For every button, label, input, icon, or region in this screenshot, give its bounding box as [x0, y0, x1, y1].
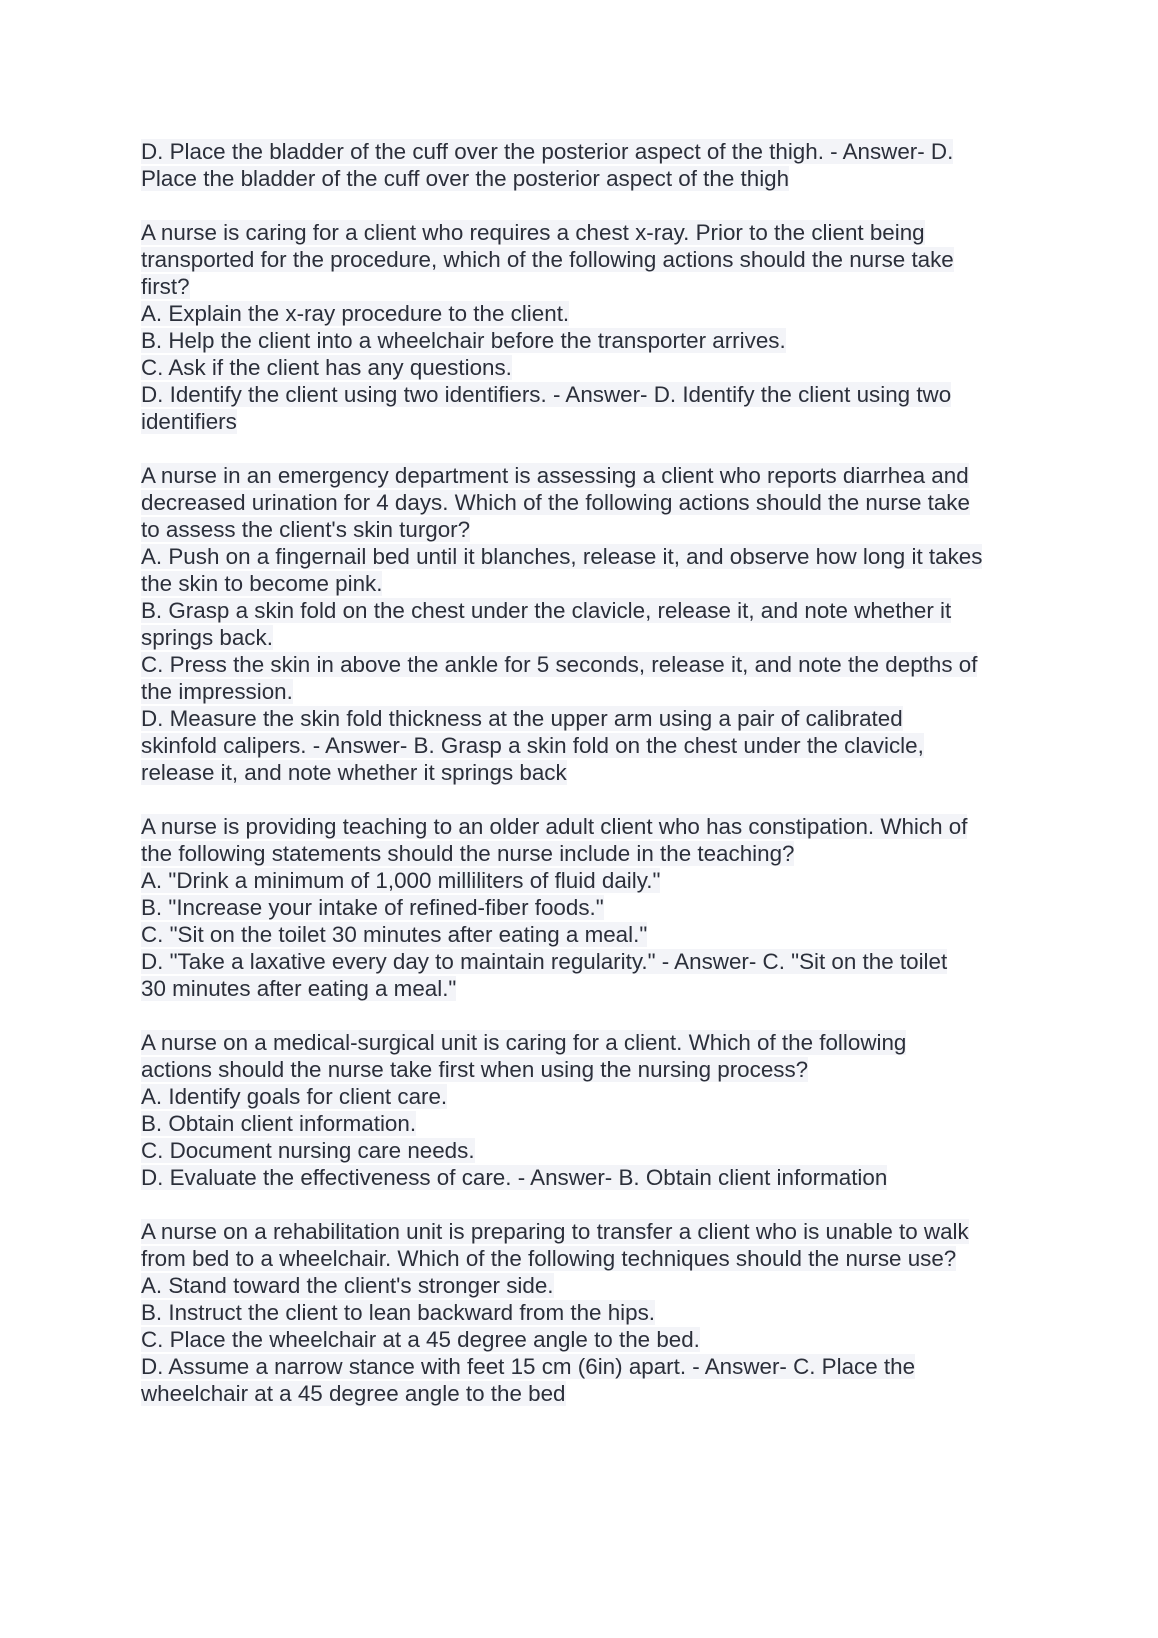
text-line [141, 570, 1041, 597]
text-line [141, 516, 1041, 543]
text-line [141, 489, 1041, 516]
text-line [141, 1380, 1041, 1407]
line-text: A. Explain the x-ray procedure to the client. [141, 301, 570, 326]
question-block-6 [141, 1218, 1041, 1407]
line-text: A. Push on a fingernail bed until it blanches, release it, and observe how long it takes [141, 544, 983, 569]
text-line [141, 597, 1041, 624]
line-text: D. "Take a laxative every day to maintain regularity." - Answer- C. "Sit on the toilet [141, 949, 948, 974]
text-line [141, 273, 1041, 300]
text-line [141, 408, 1041, 435]
text-line [141, 462, 1041, 489]
text-line [141, 921, 1041, 948]
line-text: first? [141, 274, 190, 299]
line-text: C. Document nursing care needs. [141, 1138, 475, 1163]
line-text: to assess the client's skin turgor? [141, 517, 471, 542]
line-text: transported for the procedure, which of the following actions should the nurse take [141, 247, 954, 272]
line-text: B. "Increase your intake of refined-fiber foods." [141, 895, 604, 920]
line-text: B. Grasp a skin fold on the chest under the clavicle, release it, and note whether it [141, 598, 952, 623]
text-line [141, 1137, 1041, 1164]
text-line [141, 1353, 1041, 1380]
question-block-2 [141, 219, 1041, 435]
text-line [141, 624, 1041, 651]
text-line [141, 1083, 1041, 1110]
text-line [141, 1272, 1041, 1299]
text-line [141, 975, 1041, 1002]
line-text: from bed to a wheelchair. Which of the following techniques should the nurse use? [141, 1246, 957, 1271]
line-text: B. Help the client into a wheelchair before the transporter arrives. [141, 328, 786, 353]
text-line [141, 678, 1041, 705]
text-line [141, 219, 1041, 246]
line-text: the skin to become pink. [141, 571, 383, 596]
line-text: A nurse on a rehabilitation unit is preparing to transfer a client who is unable to walk [141, 1219, 969, 1244]
text-line [141, 1218, 1041, 1245]
text-line [141, 705, 1041, 732]
line-text: A nurse is caring for a client who requires a chest x-ray. Prior to the client being [141, 220, 925, 245]
line-text: 30 minutes after eating a meal." [141, 976, 457, 1001]
line-text: A nurse in an emergency department is assessing a client who reports diarrhea and [141, 463, 969, 488]
document-page [141, 138, 1041, 1434]
text-line [141, 651, 1041, 678]
text-line [141, 543, 1041, 570]
line-text: C. Ask if the client has any questions. [141, 355, 512, 380]
line-text: A nurse on a medical-surgical unit is caring for a client. Which of the following [141, 1030, 907, 1055]
line-text: D. Place the bladder of the cuff over the posterior aspect of the thigh. - Answer- D. [141, 139, 954, 164]
line-text: decreased urination for 4 days. Which of the following actions should the nurse take [141, 490, 970, 515]
line-text: release it, and note whether it springs back [141, 760, 567, 785]
question-block-3 [141, 462, 1041, 786]
line-text: Place the bladder of the cuff over the posterior aspect of the thigh [141, 166, 790, 191]
text-line [141, 840, 1041, 867]
line-text: springs back. [141, 625, 273, 650]
text-line [141, 138, 1041, 165]
line-text: D. Evaluate the effectiveness of care. - Answer- B. Obtain client information [141, 1165, 888, 1190]
line-text: skinfold calipers. - Answer- B. Grasp a skin fold on the chest under the clavicle, [141, 733, 924, 758]
text-line [141, 1299, 1041, 1326]
text-line [141, 759, 1041, 786]
line-text: wheelchair at a 45 degree angle to the bed [141, 1381, 566, 1406]
line-text: A. Identify goals for client care. [141, 1084, 448, 1109]
line-text: C. Place the wheelchair at a 45 degree angle to the bed. [141, 1327, 700, 1352]
text-line [141, 1245, 1041, 1272]
text-line [141, 165, 1041, 192]
line-text: actions should the nurse take first when using the nursing process? [141, 1057, 809, 1082]
line-text: A. Stand toward the client's stronger side. [141, 1273, 554, 1298]
line-text: C. "Sit on the toilet 30 minutes after eating a meal." [141, 922, 648, 947]
line-text: identifiers [141, 409, 237, 434]
text-line [141, 867, 1041, 894]
line-text: D. Measure the skin fold thickness at the upper arm using a pair of calibrated [141, 706, 903, 731]
text-line [141, 1056, 1041, 1083]
text-line [141, 1326, 1041, 1353]
line-text: B. Obtain client information. [141, 1111, 417, 1136]
line-text: A nurse is providing teaching to an older adult client who has constipation. Which of [141, 814, 968, 839]
text-line [141, 246, 1041, 273]
line-text: A. "Drink a minimum of 1,000 milliliters of fluid daily." [141, 868, 661, 893]
text-line [141, 327, 1041, 354]
line-text: C. Press the skin in above the ankle for 5 seconds, release it, and note the depths of [141, 652, 978, 677]
question-block-4 [141, 813, 1041, 1002]
text-line [141, 300, 1041, 327]
line-text: D. Assume a narrow stance with feet 15 cm (6in) apart. - Answer- C. Place the [141, 1354, 916, 1379]
line-text: D. Identify the client using two identifiers. - Answer- D. Identify the client using two [141, 382, 952, 407]
text-line [141, 354, 1041, 381]
text-line [141, 948, 1041, 975]
line-text: the following statements should the nurse include in the teaching? [141, 841, 795, 866]
text-line [141, 1110, 1041, 1137]
text-line [141, 381, 1041, 408]
question-block-1 [141, 138, 1041, 192]
text-line [141, 732, 1041, 759]
line-text: the impression. [141, 679, 293, 704]
question-block-5 [141, 1029, 1041, 1191]
text-line [141, 1164, 1041, 1191]
text-line [141, 813, 1041, 840]
text-line [141, 894, 1041, 921]
line-text: B. Instruct the client to lean backward from the hips. [141, 1300, 655, 1325]
text-line [141, 1029, 1041, 1056]
